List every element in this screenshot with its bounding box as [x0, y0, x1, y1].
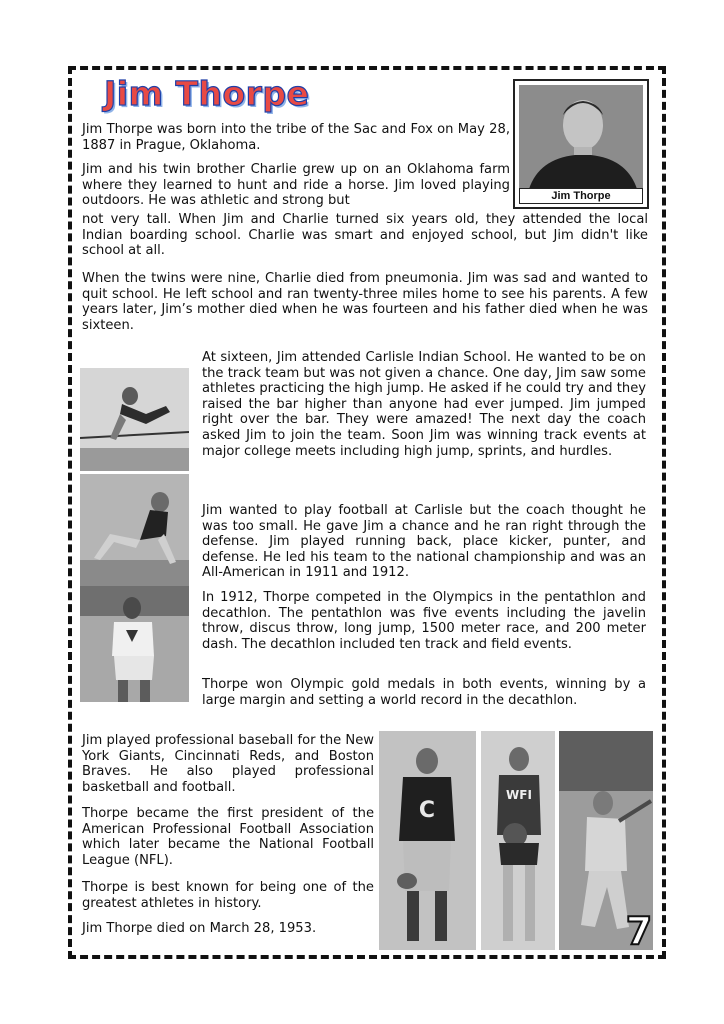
portrait-figure	[513, 79, 649, 209]
paragraph-birth: Jim Thorpe was born into the tribe of the Sac and Fox on May 28, 1887 in Prague, Oklahoma.	[82, 122, 510, 153]
paragraph-childhood-end: not very tall. When Jim and Charlie turned six years old, they attended the local Indian boarding school. Charlie was smart and enjoyed school, but Jim didn't like school at all.	[82, 212, 648, 259]
paragraph-football: Jim wanted to play football at Carlisle but the coach thought he was too small. He gave Jim a chance and he ran right through the defense. Jim played running back, place kicker, punter, and defense. He led his team to the national championship and was an All-American in 1911 and 1912.	[202, 503, 646, 581]
page-number: 7	[625, 909, 653, 953]
paragraph-carlisle-track: At sixteen, Jim attended Carlisle Indian School. He wanted to be on the track team but was not given a chance. One day, Jim saw some athletes practicing the high jump. He asked if he could try and they raised the bar higher than anyone had ever jumped. Jim jumped right over the bar. They were amazed! The next day the coach asked Jim to join the team. Soon Jim was winning track events at major college meets including high jump, sprints, and hurdles.	[202, 350, 646, 459]
basketball-jersey-letters: WFI	[506, 788, 532, 802]
paragraph-death: Jim Thorpe died on March 28, 1953.	[82, 921, 317, 936]
paragraph-olympics: In 1912, Thorpe competed in the Olympics in the pentathlon and decathlon. The pentathlon was five events including the javelin throw, discus throw, long jump, 1500 meter race, and 200 meter dash. The decathlon included ten track and field events.	[202, 590, 646, 652]
football-player-photo	[379, 731, 476, 950]
paragraph-legacy: Thorpe is best known for being one of the greatest athletes in history.	[82, 880, 374, 911]
basketball-player-photo	[481, 731, 555, 950]
football-jersey-letter: C	[418, 798, 436, 823]
high-jump-photo	[80, 368, 189, 471]
olympic-uniform-photo	[80, 586, 189, 702]
paragraph-nfl-president: Thorpe became the first president of the American Professional Football Association which later became the National Football League (NFL).	[82, 806, 374, 868]
paragraph-gold-medals: Thorpe won Olympic gold medals in both events, winning by a large margin and setting a world record in the decathlon.	[202, 677, 646, 708]
paragraph-professional: Jim played professional baseball for the New York Giants, Cincinnati Reds, and Boston Braves. He also played professional basketball and football.	[82, 733, 374, 795]
portrait-photo	[519, 85, 643, 189]
paragraph-childhood-start: Jim and his twin brother Charlie grew up on an Oklahoma farm where they learned to hunt and ride a horse. Jim loved playing outdoors. He was athletic and strong but	[82, 162, 510, 209]
paragraph-twins: When the twins were nine, Charlie died from pneumonia. Jim was sad and wanted to quit school. He left school and ran twenty-three miles home to see his parents. A few years later, Jim’s mother died when he was fourteen and his father died when he was sixteen.	[82, 271, 648, 333]
sprint-start-photo	[80, 474, 189, 586]
portrait-caption: Jim Thorpe	[519, 188, 643, 204]
page-title: Jim Thorpe	[104, 74, 310, 113]
